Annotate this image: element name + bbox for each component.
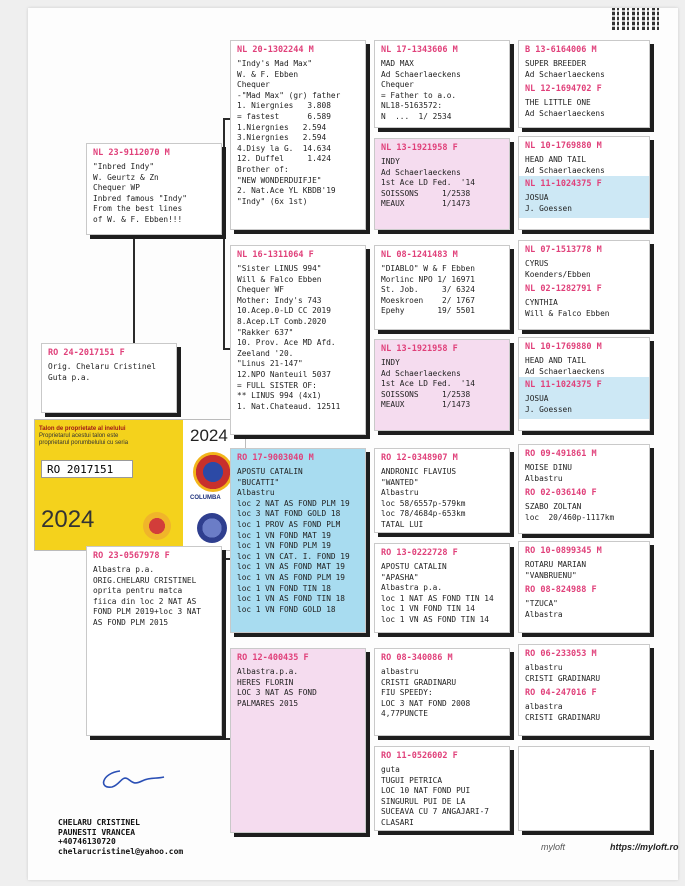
owner-contact: CHELARU CRISTINEL PAUNESTI VRANCEA +40746130720 chelarucristinel@yahoo.com: [58, 818, 184, 856]
pigeon-info: guta TUGUI PETRICA LOC 10 NAT FOND PUI SINGURUL PUI DE LA SUCEAVA CU 7 ANGAJARI-7 CLASARI: [381, 765, 489, 827]
ring-number: RO 10-0899345 M: [525, 546, 602, 556]
ring-number: RO 13-0222728 F: [381, 548, 458, 558]
ancestor-pair-card: NL 10-1769880 M HEAD AND TAIL Ad Schaerlaeckens NL 11-1024375 F JOSUA J. Goessen: [518, 337, 650, 431]
pigeon-info: "Inbred Indy" W. Geurtz & Zn Chequer WP Inbred famous "Indy" From the best lines of W. & F. Ebben!!!: [93, 162, 187, 224]
pigeon-info: ANDRONIC FLAVIUS "WANTED" Albastru loc 58/6557p-579km loc 78/4684p-653km TATAL LUI: [381, 467, 466, 529]
ancestor-pair-card: RO 10-0899345 M ROTARU MARIAN "VANBRUENU" RO 08-824988 F "TZUCA" Albastra: [518, 541, 650, 633]
pigeon-info: APOSTU CATALIN "APASHA" Albastra p.a. loc 1 NAT AS FOND TIN 14 loc 1 VN FOND TIN 14 loc 1 VN AS FOND TIN 14: [381, 562, 494, 624]
connector: [223, 118, 225, 348]
ring-number: NL 07-1513778 M: [525, 245, 602, 255]
footer-url[interactable]: https://myloft.ro: [610, 842, 679, 852]
sire-card: [86, 143, 222, 235]
ring-number: RO 02-036140 F: [525, 488, 597, 499]
pigeon-info: "DIABLO" W & F Ebben Morlinc NPO 1/ 16971 St. Job. 3/ 6324 Moeskroen 2/ 1767 Epehy 19/ 5501: [381, 264, 475, 316]
ancestor-pair-card: B 13-6164006 M SUPER BREEDER Ad Schaerlaeckens NL 12-1694702 F THE LITTLE ONE Ad Schaerlaeckens: [518, 40, 650, 128]
great-grandparent-card: [374, 448, 510, 533]
seal-icon: [143, 512, 171, 540]
ring-number: NL 13-1921958 F: [381, 143, 458, 153]
ancestor-pair-card: NL 10-1769880 M HEAD AND TAIL Ad Schaerlaeckens NL 11-1024375 F JOSUA J. Goessen: [518, 136, 650, 230]
empty-card: [518, 746, 650, 831]
pigeon-info: "Indy's Mad Max" W. & F. Ebben Chequer -"Mad Max" (gr) father 1. Niergnies 3.808 = fastest 6.589 1.Niergnies 2.594 3.Niergnies 2.594 4.Disy la G. 14.634 12. Duffel 1.424 Brother of: "NEW WONDERDUIFJE" 2. Nat.Ace YL KBDB'19 "Indy" (6x 1st): [237, 59, 341, 206]
label-brand: COLUMBA: [190, 495, 221, 501]
pigeon-info: "Sister LINUS 994" Will & Falco Ebben Chequer WF Mother: Indy's 743 10.Acep.0-LD CC 2019 8.Acep.LT Comb.2020 "Rakker 637" 10. Prov. Ace MD Afd. Zeeland '20. "Linus 21-147" 12.NPO Nanteuil 5037 = FULL SISTER OF: ** LINUS 994 (4x1) 1. Nat.Chateaud. 12511: [237, 264, 341, 411]
ring-number: NL 10-1769880 M: [525, 141, 602, 151]
ancestor-pair-card: RO 09-491861 M MOISE DINU Albastru RO 02-036140 F SZABO ZOLTAN loc 20/460p-1117km: [518, 444, 650, 534]
label-header: Talon de proprietate al inelului Proprietarul acestui talon este proprietarul porumbelului cu seria: [39, 426, 129, 446]
ring-number: NL 16-1311064 F: [237, 250, 314, 260]
ring-number: RO 23-0567978 F: [93, 551, 170, 561]
ancestor-pair-card: RO 06-233053 M albastru CRISTI GRADINARU RO 04-247016 F albastra CRISTI GRADINARU: [518, 644, 650, 736]
ring-number: NL 08-1241483 M: [381, 250, 458, 260]
great-grandparent-card: [374, 40, 510, 128]
pigeon-info: Albastra p.a. ORIG.CHELARU CRISTINEL oprita pentru matca fiica din loc 2 NAT AS FOND PLM 2019+loc 3 NAT AS FOND PLM 2015: [93, 565, 201, 627]
dam-card: [86, 546, 222, 736]
connector: [223, 558, 225, 738]
ring-number: NL 02-1282791 F: [525, 284, 602, 295]
pigeon-info: Orig. Chelaru Cristinel Guta p.a.: [48, 362, 156, 382]
ring-number: RO 06-233053 M: [525, 649, 597, 659]
ancestor-pair-card: NL 07-1513778 M CYRUS Koenders/Ebben NL 02-1282791 F CYNTHIA Will & Falco Ebben: [518, 240, 650, 330]
grandsire-maternal-card: [230, 448, 366, 633]
ring-number: RO 24-2017151 F: [48, 348, 125, 358]
pigeon-info: albastru CRISTI GRADINARU FIU SPEEDY: LOC 3 NAT FOND 2008 4,77PUNCTE: [381, 667, 471, 719]
ring-number: NL 23-9112070 M: [93, 148, 170, 158]
ring-number: NL 13-1921958 F: [381, 344, 458, 354]
ring-number: NL 17-1343606 M: [381, 45, 458, 55]
great-grandparent-card: [374, 339, 510, 431]
grandsire-paternal-card: [230, 40, 366, 230]
label-year: 2024: [190, 426, 228, 445]
ring-number: RO 09-491861 M: [525, 449, 597, 459]
ring-number: B 13-6164006 M: [525, 45, 597, 55]
columba-logo-icon: [193, 452, 233, 492]
signature-icon: [98, 763, 168, 793]
footer-brand: myloft: [541, 842, 566, 852]
ring-number: NL 11-1024375 F: [525, 179, 602, 190]
great-grandparent-card: [374, 245, 510, 330]
ring-number: NL 12-1694702 F: [525, 84, 602, 95]
bird-card: [41, 343, 177, 413]
pigeon-info: Albastra.p.a. HERES FLORIN LOC 3 NAT AS FOND PALMARES 2015: [237, 667, 317, 708]
pigeon-info: INDY Ad Schaerlaeckens 1st Ace LD Fed. '14 SOISSONS 1/2538 MEAUX 1/1473: [381, 157, 475, 209]
ring-number: NL 11-1024375 F: [525, 380, 602, 391]
pedigree-sheet: [28, 8, 678, 880]
label-ring-number: RO 2017151: [41, 460, 133, 478]
ring-ownership-label: [34, 419, 246, 551]
pigeon-info: MAD MAX Ad Schaerlaeckens Chequer = Father to a.o. NL18-5163572: N ... 1/ 2534: [381, 59, 461, 121]
ring-number: RO 08-824988 F: [525, 585, 597, 596]
ring-number: RO 04-247016 F: [525, 688, 597, 699]
granddam-maternal-card: [230, 648, 366, 833]
pigeon-info: APOSTU CATALIN "BUCATTI" Albastru loc 2 NAT AS FOND PLM 19 loc 3 NAT FOND GOLD 18 loc 1 PROV AS FOND PLM loc 1 VN FOND MAT 19 loc 1 VN FOND PLM 19 loc 1 VN CAT. I. FOND 19 loc 1 VN AS FOND MAT 19 loc 1 VN AS FOND PLM 19 loc 1 VN FOND TIN 18 loc 1 VN AS FOND TIN 18 loc 1 VN FOND GOLD 18: [237, 467, 350, 614]
granddam-paternal-card: [230, 245, 366, 435]
ring-number: RO 12-0348907 M: [381, 453, 458, 463]
great-grandparent-card: [374, 746, 510, 831]
label-year-big: 2024: [41, 506, 95, 533]
federation-seal-icon: [197, 513, 227, 543]
ring-number: RO 08-340086 M: [381, 653, 453, 663]
pigeon-info: INDY Ad Schaerlaeckens 1st Ace LD Fed. '14 SOISSONS 1/2538 MEAUX 1/1473: [381, 358, 475, 410]
ring-number: RO 12-400435 F: [237, 653, 309, 663]
connector: [133, 233, 135, 356]
ring-number: NL 10-1769880 M: [525, 342, 602, 352]
ring-number: NL 20-1302244 M: [237, 45, 314, 55]
ring-number: RO 11-0526002 F: [381, 751, 458, 761]
great-grandparent-card: [374, 138, 510, 230]
qr-code-icon: [612, 8, 660, 30]
great-grandparent-card: [374, 543, 510, 633]
great-grandparent-card: [374, 648, 510, 736]
ring-number: RO 17-9003040 M: [237, 453, 314, 463]
